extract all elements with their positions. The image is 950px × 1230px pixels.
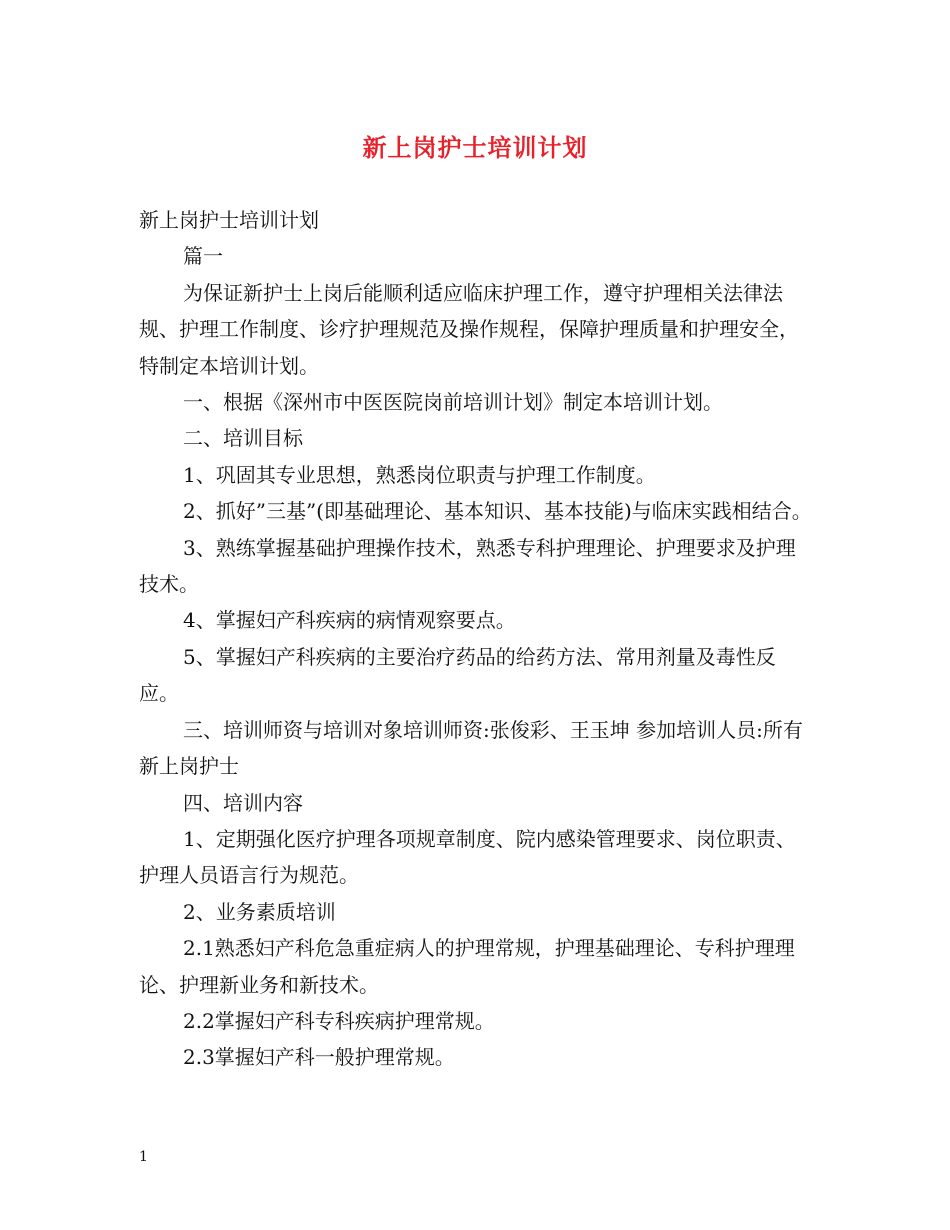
paragraph: 1、巩固其专业思想，熟悉岗位职责与护理工作制度。: [183, 462, 656, 487]
paragraph: 4、掌握妇产科疾病的病情观察要点。: [183, 608, 516, 633]
paragraph: 2、抓好”三基”(即基础理论、基本知识、基本技能)与临床实践相结合。: [183, 499, 812, 524]
document-body: [139, 202, 814, 1076]
section-heading: 二、培训目标: [183, 426, 303, 451]
paragraph: 3、熟练掌握基础护理操作技术，熟悉专科护理理论、护理要求及护理技术。: [139, 535, 796, 597]
paragraph: 2.1熟悉妇产科危急重症病人的护理常规，护理基础理论、专科护理理论、护理新业务和新技术。: [139, 936, 795, 997]
paragraph: 一、根据《深州市中医医院岗前培训计划》制定本培训计划。: [183, 390, 723, 415]
section-heading: 四、培训内容: [183, 790, 303, 815]
paragraph: 1、定期强化医疗护理各项规章制度、院内感染管理要求、岗位职责、护理人员语言行为规范。: [139, 826, 796, 888]
paragraph: 为保证新护士上岗后能顺利适应临床护理工作，遵守护理相关法律法规、护理工作制度、诊疗护理规范及操作规程，保障护理质量和护理安全，特制定本培训计划。: [139, 280, 799, 378]
paragraph: 5、掌握妇产科疾病的主要治疗药品的给药方法、常用剂量及毒性反应。: [139, 644, 776, 706]
document-title: 新上岗护士培训计划: [362, 133, 588, 162]
paragraph: 2.3掌握妇产科一般护理常规。: [183, 1045, 455, 1070]
paragraph: 2、业务素质培训: [183, 899, 336, 924]
paragraph: 新上岗护士培训计划: [139, 208, 319, 232]
paragraph: 篇一: [183, 244, 223, 269]
paragraph: 2.2掌握妇产科专科疾病护理常规。: [183, 1008, 495, 1033]
paragraph: 三、培训师资与培训对象培训师资:张俊彩、王玉坤 参加培训人员:所有新上岗护士: [139, 717, 803, 779]
page-number: 1: [139, 1149, 148, 1165]
